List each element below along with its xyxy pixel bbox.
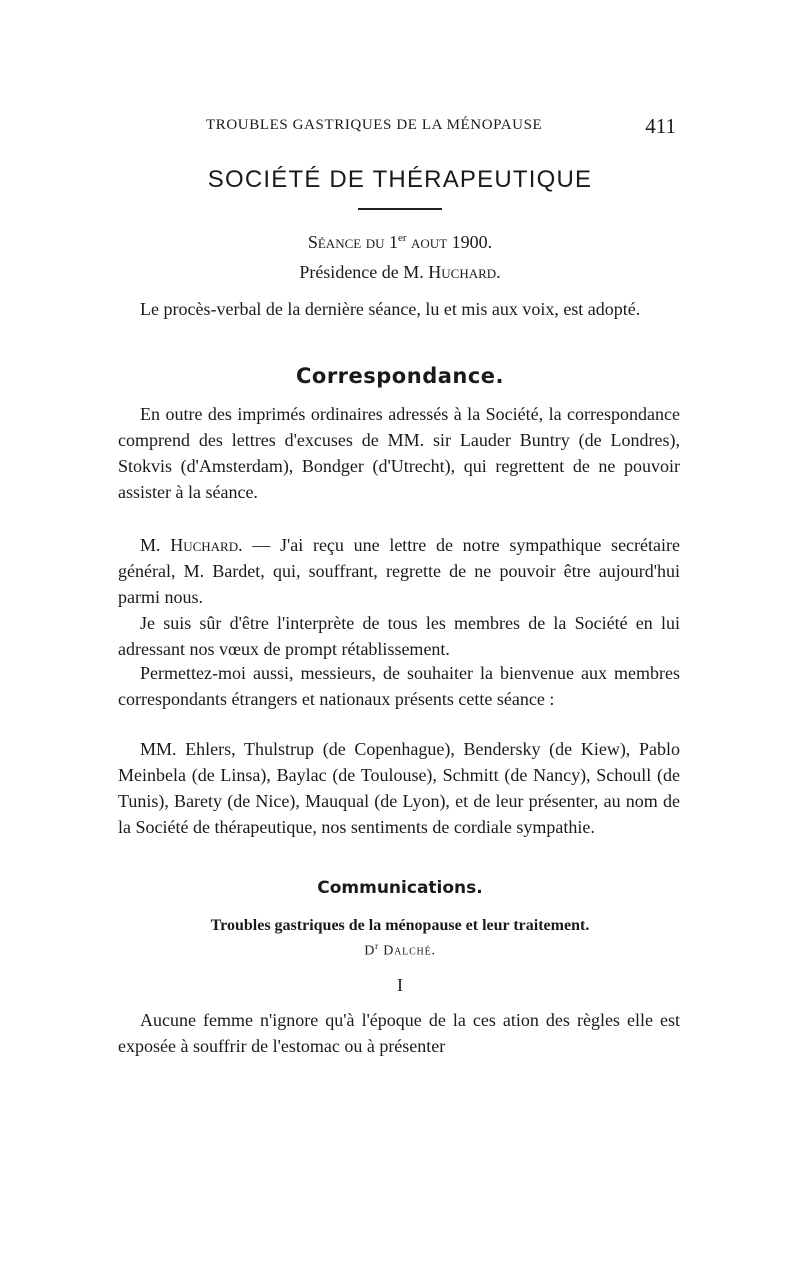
presidence-line — [0, 262, 800, 283]
seance-day-suffix: er — [397, 232, 407, 244]
speaker-text: — J'ai reçu une lettre de notre sympathique secrétaire général, M. Bardet, qui, souffrant, regrette de ne pouvoir être aujourd'hui parmi nous. — [118, 535, 681, 607]
correspondance-paragraph-3: Je suis sûr d'être l'interprète de tous les membres de la Société en lui adressant nos vœux de prompt rétablissement. — [118, 613, 680, 659]
proces-verbal-paragraph: Le procès-verbal de la dernière séance, lu et mis aux voix, est adopté. — [140, 299, 641, 319]
speaker-name: M. Huchard. — [140, 535, 243, 555]
article-author — [0, 941, 800, 960]
communications-heading: Communications. — [317, 878, 483, 898]
page-number: 411 — [645, 114, 676, 138]
author-prefix: D — [364, 943, 376, 959]
article-title: Troubles gastriques de la ménopause et leur traitement. — [210, 917, 590, 934]
seance-label: Séance du — [307, 232, 385, 252]
correspondance-heading: Correspondance. — [295, 364, 505, 388]
title-rule — [358, 208, 442, 210]
correspondance-paragraph-2 — [118, 532, 680, 610]
running-head — [118, 114, 680, 139]
seance-date — [0, 232, 800, 253]
section-number: I — [397, 975, 403, 995]
society-title: SOCIÉTÉ DE THÉRAPEUTIQUE — [207, 166, 593, 193]
author-name: Dalché. — [383, 943, 436, 959]
opening-paragraph: Aucune femme n'ignore qu'à l'époque de la ces ation des règles elle est exposée à souffrir de l'estomac ou à présenter — [118, 1010, 680, 1056]
seance-date-rest: aout 1900. — [411, 232, 493, 252]
president-name: Huchard. — [428, 262, 501, 282]
correspondance-paragraph-1: En outre des imprimés ordinaires adressés à la Société, la correspondance comprend des lettres d'excuses de MM. sir Lauder Buntry (de Londres), Stokvis (d'Amsterdam), Bondger (d'Utrecht), qui regrettent de ne pouvoir assister à la séance. — [118, 404, 680, 502]
running-title: TROUBLES GASTRIQUES DE LA MÉNOPAUSE — [206, 117, 543, 133]
presidence-text: Présidence de M. — [299, 262, 424, 282]
author-prefix-sup: r — [375, 941, 379, 951]
correspondance-paragraph-4: Permettez-moi aussi, messieurs, de souhaiter la bienvenue aux membres correspondants étrangers et nationaux présents cette séance : — [118, 663, 680, 709]
seance-day: 1 — [388, 232, 398, 252]
correspondance-paragraph-5: MM. Ehlers, Thulstrup (de Copenhague), Bendersky (de Kiew), Pablo Meinbela (de Linsa), Baylac (de Toulouse), Schmitt (de Nancy), Schoull (de Tunis), Barety (de Nice), Mauqual (de Lyon), et de leur présenter, au nom de la Société de thérapeutique, nos sentiments de cordiale sympathie. — [118, 739, 680, 837]
